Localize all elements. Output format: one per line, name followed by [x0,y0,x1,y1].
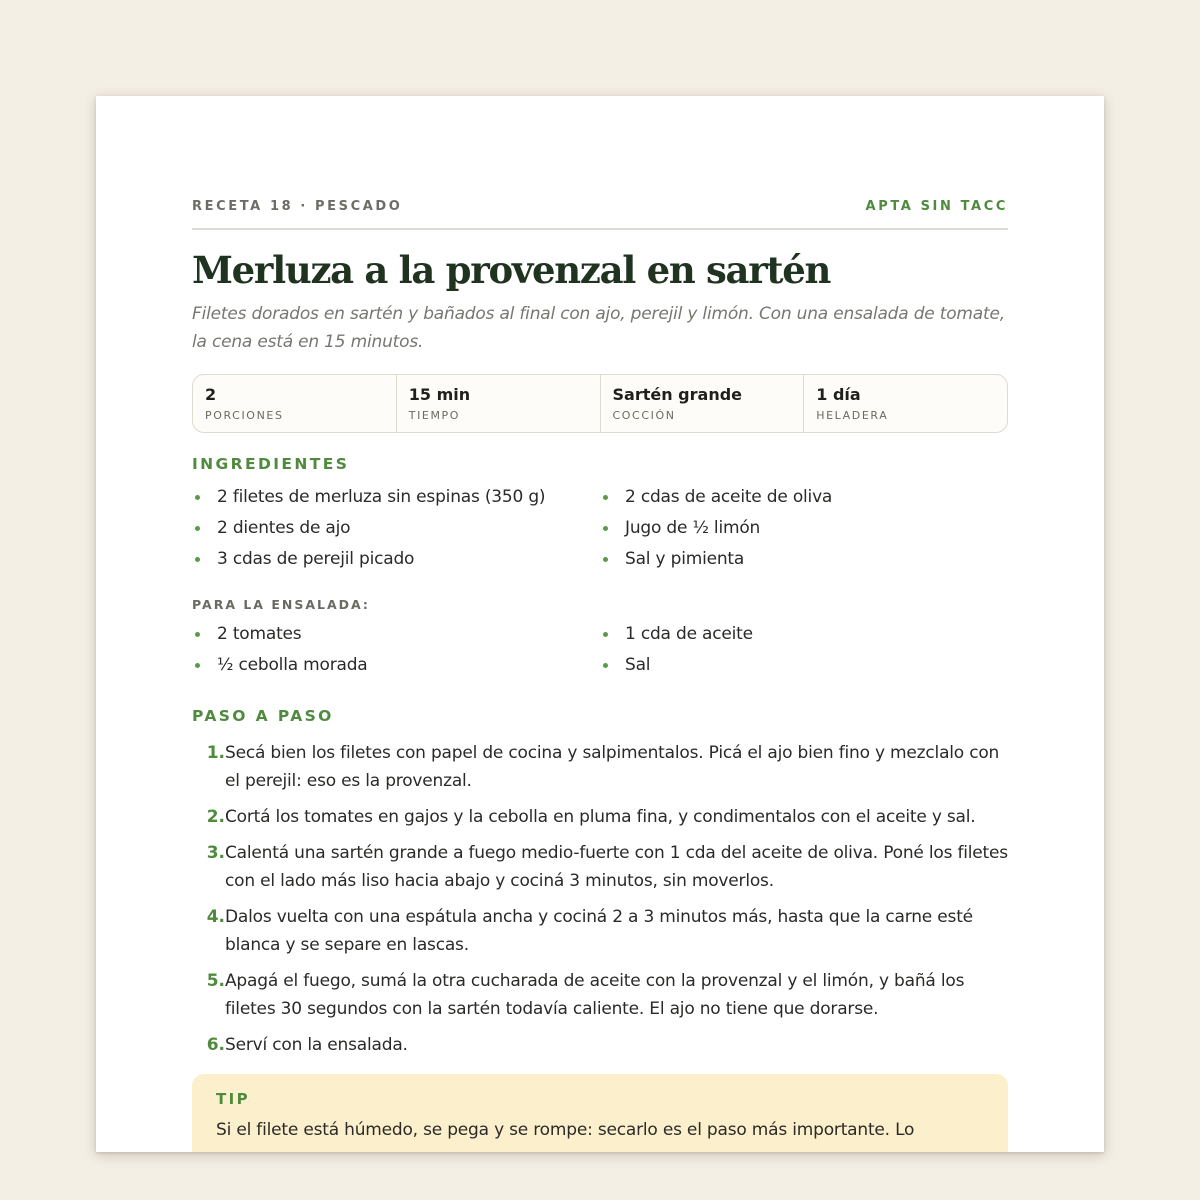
ingredient-item: 2 cdas de aceite de oliva [600,482,1008,513]
recipe-subtitle: Filetes dorados en sartén y bañados al final con ajo, perejil y limón. Con una ensalada de tomate, la cena está en 15 minutos. [192,304,1005,352]
stat-cooking [600,375,804,432]
step-item [192,839,1008,895]
tip-label: TIP [216,1090,251,1108]
recipe-header [192,199,1008,230]
ingredient-item: 2 tomates [192,619,600,650]
steps-heading: PASO A PASO [192,707,334,725]
recipe-kicker: RECETA 18 · PESCADO [192,199,403,214]
tip-text: Si el filete está húmedo, se pega y se rompe: secarlo es el paso más importante. Lo [216,1120,915,1140]
ingredient-item: 1 cda de aceite [600,619,1008,650]
gluten-free-badge: APTA SIN TACC [865,199,1008,214]
step-item [192,739,1008,795]
step-number: 1. [206,743,225,763]
ingredients-column-left [192,482,600,575]
recipe-content [192,199,1008,1152]
stat-label: COCCIÓN [612,409,676,422]
tip-box [192,1074,1008,1152]
step-number: 3. [206,843,225,863]
ingredient-item: 2 filetes de merluza sin espinas (350 g) [192,482,600,513]
stat-label: TIEMPO [408,409,461,422]
step-number: 4. [206,907,225,927]
stat-label: PORCIONES [205,409,284,422]
salad-ingredients-list [192,619,1008,681]
salad-column-right [600,619,1008,681]
step-number: 2. [206,807,225,827]
step-number: 5. [206,971,225,991]
stat-label: HELADERA [816,409,889,422]
recipe-title: Merluza a la provenzal en sartén [192,248,831,292]
ingredient-item: 3 cdas de perejil picado [192,544,600,575]
step-text: Serví con la ensalada. [225,1035,408,1055]
stat-value: 15 min [408,385,471,404]
stat-value: 2 [205,385,217,404]
stat-storage [803,375,1007,432]
step-item [192,1031,1008,1059]
stat-portions [193,375,396,432]
step-item [192,803,1008,831]
steps-list [192,739,1008,1059]
step-text: Calentá una sartén grande a fuego medio-fuerte con 1 cda del aceite de oliva. Poné los filetes con el lado más liso hacia abajo y cociná 3 minutos, sin moverlos. [225,843,1008,891]
step-text: Apagá el fuego, sumá la otra cucharada de aceite con la provenzal y el limón, y bañá los filetes 30 segundos con la sartén todavía caliente. El ajo no tiene que dorarse. [225,971,965,1019]
step-text: Dalos vuelta con una espátula ancha y cociná 2 a 3 minutos más, hasta que la carne esté blanca y se separe en lascas. [225,907,973,955]
ingredients-list [192,482,1008,575]
salad-column-left [192,619,600,681]
step-number: 6. [206,1035,225,1055]
recipe-stats [192,374,1008,433]
stat-time [396,375,600,432]
recipe-page [96,96,1104,1152]
step-text: Cortá los tomates en gajos y la cebolla en pluma fina, y condimentalos con el aceite y sal. [225,807,976,827]
ingredient-item: ½ cebolla morada [192,650,600,681]
ingredient-item: Jugo de ½ limón [600,513,1008,544]
stat-value: 1 día [816,385,861,404]
ingredient-item: Sal [600,650,1008,681]
step-text: Secá bien los filetes con papel de cocina y salpimentalos. Picá el ajo bien fino y mezclalo con el perejil: eso es la provenzal. [225,743,1000,791]
step-item [192,903,1008,959]
ingredients-column-right [600,482,1008,575]
ingredients-heading: INGREDIENTES [192,455,350,473]
salad-heading: PARA LA ENSALADA: [192,597,370,612]
ingredient-item: Sal y pimienta [600,544,1008,575]
step-item [192,967,1008,1023]
stat-value: Sartén grande [612,385,743,404]
ingredient-item: 2 dientes de ajo [192,513,600,544]
